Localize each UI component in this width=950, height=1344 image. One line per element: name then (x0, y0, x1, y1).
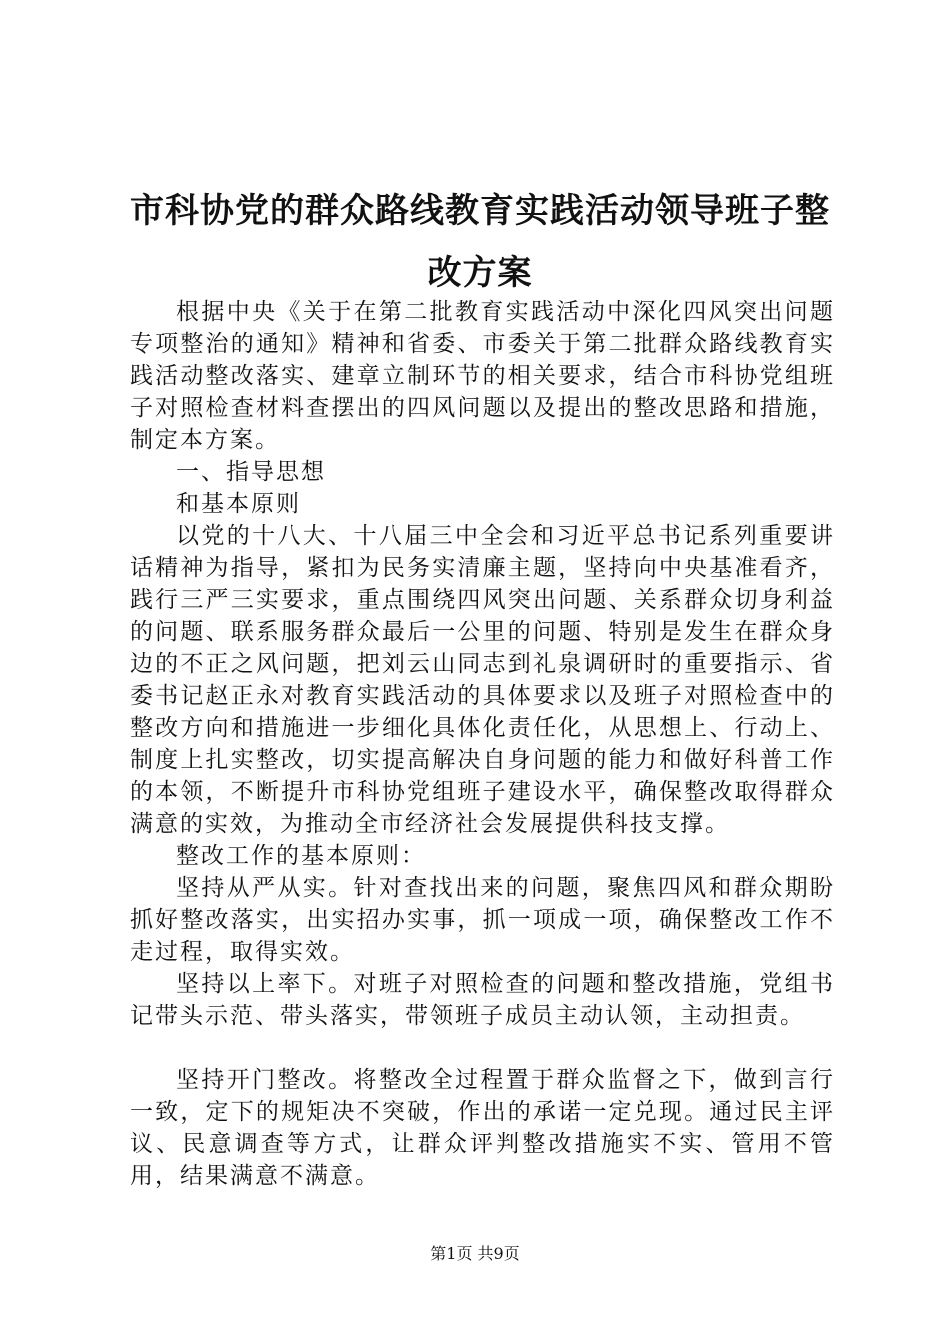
section-heading-basic-principles: 和基本原则 (176, 491, 301, 517)
paragraph-guiding-ideology: 以党的十八大、十八届三中全会和习近平总书记系列重要讲话精神为指导，紧扣为民务实清廉主题，坚持向中央基准看齐，践行三严三实要求，重点围绕四风突出问题、关系群众切身利益的问题、联系服务群众最后一公里的问题、特别是发生在群众身边的不正之风问题，把刘云山同志到礼泉调研时的重要指示、省委书记赵正永对教育实践活动的具体要求以及班子对照检查中的整改方向和措施进一步细化具体化责任化，从思想上、行动上、制度上扎实整改，切实提高解决自身问题的能力和做好科普工作的本领，不断提升市科协党组班子建设水平，确保整改取得群众满意的实效，为推动全市经济社会发展提供科技支撑。 (130, 523, 835, 837)
subheading-rectification-principles: 整改工作的基本原则： (176, 843, 426, 869)
paragraph-principle-strict: 坚持从严从实。针对查找出来的问题，聚焦四风和群众期盼抓好整改落实，出实招办实事，抓一项成一项，确保整改工作不走过程，取得实效。 (130, 875, 835, 965)
paragraph-principle-open-rectification: 坚持开门整改。将整改全过程置于群众监督之下，做到言行一致，定下的规矩决不突破，作出的承诺一定兑现。通过民主评议、民意调查等方式，让群众评判整改措施实不实、管用不管用，结果满意不满意。 (130, 1067, 835, 1189)
document-title: 市科协党的群众路线教育实践活动领导班子整改方案 (130, 191, 830, 293)
section-heading-guiding-ideology: 一、指导思想 (176, 459, 326, 485)
page-footer: 第1页 共9页 (430, 1244, 520, 1263)
document-body (130, 296, 835, 1192)
paragraph-intro: 根据中央《关于在第二批教育实践活动中深化四风突出问题专项整治的通知》精神和省委、市委关于第二批群众路线教育实践活动整改落实、建章立制环节的相关要求，结合市科协党组班子对照检查材料查摆出的四风问题以及提出的整改思路和措施，制定本方案。 (130, 299, 835, 453)
paragraph-principle-lead-by-example: 坚持以上率下。对班子对照检查的问题和整改措施，党组书记带头示范、带头落实，带领班子成员主动认领，主动担责。 (130, 971, 835, 1029)
